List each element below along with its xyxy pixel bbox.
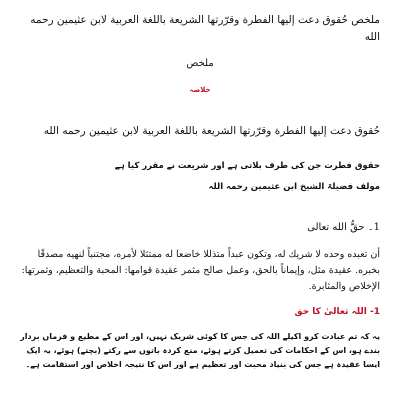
section1-body-arabic: أن تعبده وحده لا شريك له، وتكون عبداً متذللا خاضعا له ممتثلا لأمره، مجتنباً لنهيه مصدقًا بخبره. عقيدة مثل، وإيماناً بالحق، وعمل صالح مثمر عقيدة قوامها: المحبة والتعظيم، وثمرتها: الإخلاص والمثابرة. [21, 249, 380, 292]
section1-body-urdu: یہ کہ تم عبادت کرو اکیلے اللہ کی جس کا کوئی شریک نہیں، اور اس کے مطیع و فرماں بردار بندے ہو، اس کے احکامات کی تعمیل کرتے ہوئے، منع کردہ باتوں سے رکتے (بچتے) ہوئے، یہ ایک ایسا عقیدہ ہے جس کی بنیاد محبت اور تعظیم ہے اور اس کا نتیجہ اخلاص اور استقامت ہے۔ [20, 332, 380, 369]
arabic-title-repeat: حُقوق دعت إليها الفطرة وقرّرتها الشريعة باللغة العربية لابن عثيمين رحمه الله [43, 125, 380, 137]
summary-heading-urdu: خلاصہ [189, 86, 211, 94]
section1-heading-urdu: 1- اللہ تعالیٰ کا حق [294, 307, 380, 317]
author-line: مولف فضیلۃ الشیخ ابن عثیمین رحمہ اللہ [208, 182, 380, 192]
urdu-title: حقوق فطرت جن کی طرف بلاتی ہے اور شریعت نے مقرر کیا ہے [114, 161, 380, 171]
section1-heading-arabic: 1۔ حقُّ الله تعالى [307, 222, 380, 233]
summary-heading-arabic: ملخص [186, 58, 214, 69]
arabic-title: ملخص حُقوق دعت إليها الفطرة وقرّرتها الشريعة باللغة العربية لابن عثيمين رحمه الله [30, 14, 380, 43]
